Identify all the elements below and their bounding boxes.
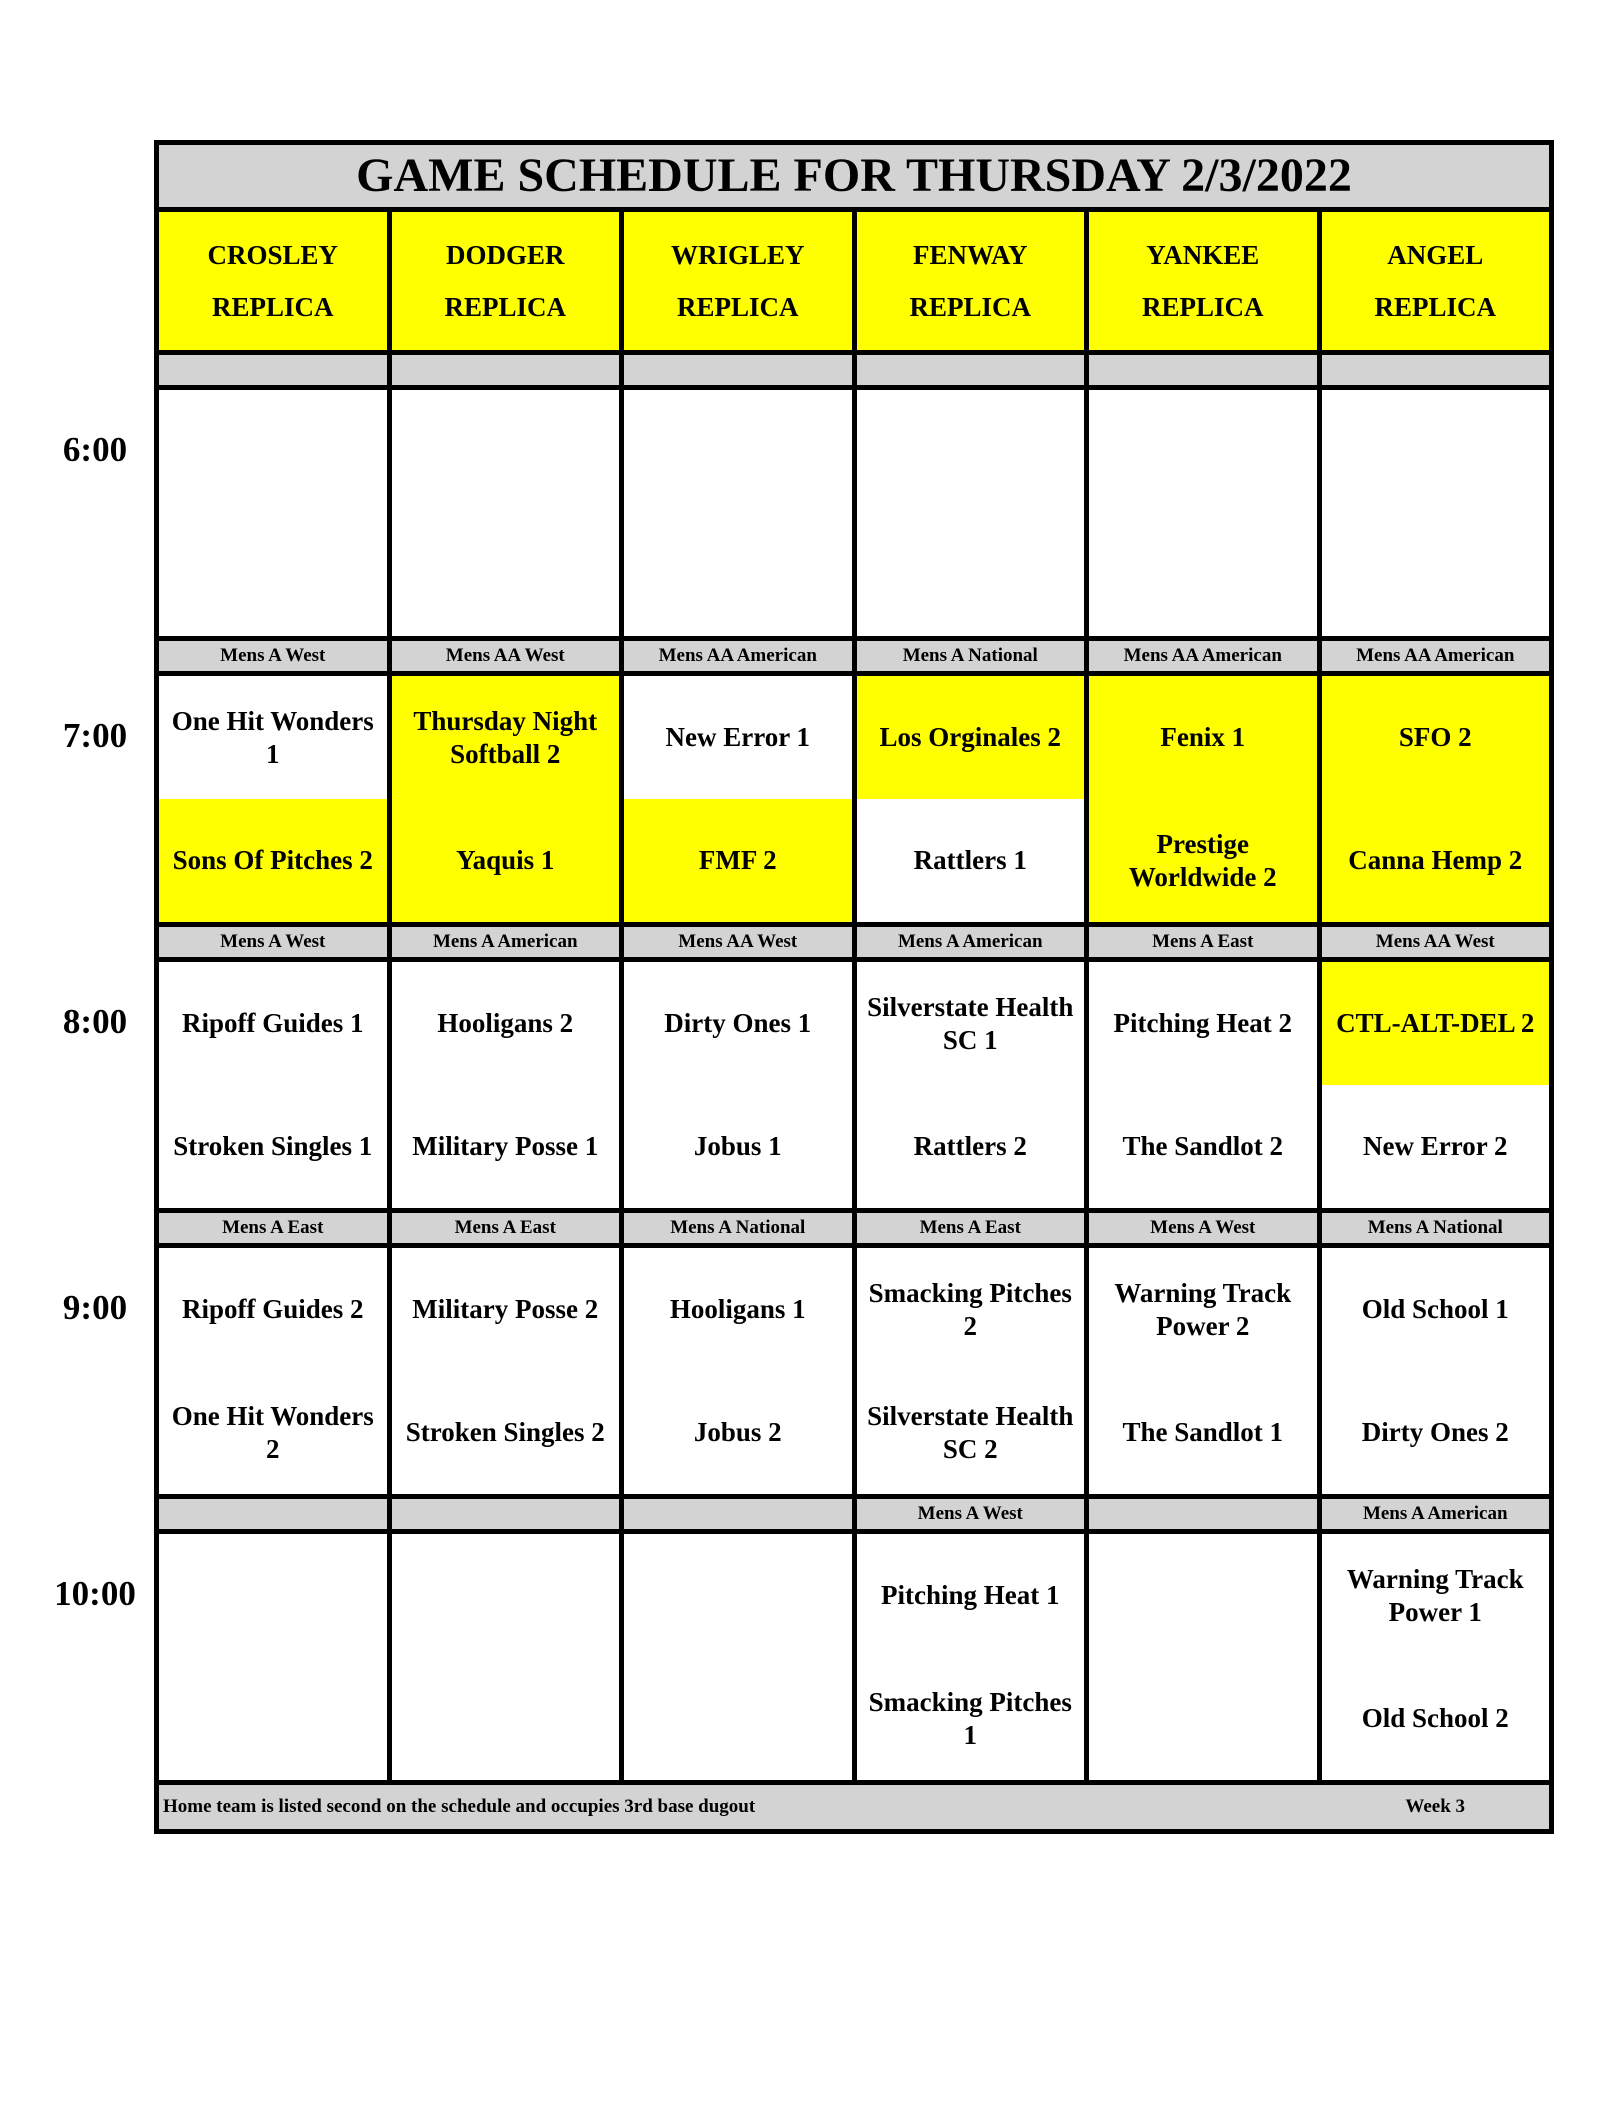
home-team: FMF 2 [624,799,852,922]
away-team: Los Orginales 2 [857,676,1085,799]
home-team: Old School 2 [1322,1657,1550,1780]
away-team: New Error 1 [624,676,852,799]
field-subtitle: REPLICA [211,292,334,322]
field-subtitle: REPLICA [444,292,566,322]
away-team: Pitching Heat 1 [857,1534,1085,1657]
home-team: Sons Of Pitches 2 [159,799,387,922]
division-label: Mens A National [624,1213,852,1243]
home-team: Stroken Singles 2 [392,1371,620,1494]
home-team [1089,1657,1317,1780]
away-team: Fenix 1 [1089,676,1317,799]
away-team [159,390,387,513]
home-team [857,513,1085,636]
schedule-table [154,140,1554,1834]
division-label: Mens A West [159,641,387,671]
away-team: Hooligans 2 [392,962,620,1085]
away-team [1089,1534,1317,1657]
field-name: WRIGLEY [670,239,805,270]
schedule-title: GAME SCHEDULE FOR THURSDAY 2/3/2022 [159,145,1549,207]
week-label: Week 3 [1405,1795,1466,1817]
home-team [624,1657,852,1780]
division-label: Mens AA West [624,927,852,957]
away-team: Pitching Heat 2 [1089,962,1317,1085]
field-name: CROSLEY [207,239,339,270]
away-team: Smacking Pitches 2 [857,1248,1085,1371]
away-team: One Hit Wonders 1 [159,676,387,799]
division-label: Mens AA West [1322,927,1550,957]
away-team [624,390,852,513]
away-team [1322,390,1550,513]
away-team: Old School 1 [1322,1248,1550,1371]
home-team: Canna Hemp 2 [1322,799,1550,922]
home-team: One Hit Wonders 2 [159,1371,387,1494]
home-team: Jobus 2 [624,1371,852,1494]
home-team: Yaquis 1 [392,799,620,922]
field-header [857,212,1085,350]
home-team [159,1657,387,1780]
field-subtitle: REPLICA [1374,292,1496,322]
division-label [392,355,620,385]
division-label: Mens A East [392,1213,620,1243]
home-team: Prestige Worldwide 2 [1089,799,1317,922]
away-team [392,390,620,513]
field-name: YANKEE [1146,239,1260,270]
away-team: Warning Track Power 1 [1322,1534,1550,1657]
division-label: Mens A West [1089,1213,1317,1243]
field-subtitle: REPLICA [909,292,1031,322]
away-team: Silverstate Health SC 1 [857,962,1085,1085]
away-team: Ripoff Guides 1 [159,962,387,1085]
home-team: Rattlers 1 [857,799,1085,922]
time-label: 7:00 [62,715,128,755]
division-label: Mens A West [857,1499,1085,1529]
time-label: 6:00 [62,429,128,469]
field-name: FENWAY [912,239,1028,270]
away-team: Warning Track Power 2 [1089,1248,1317,1371]
away-team: Thursday Night Softball 2 [392,676,620,799]
division-label: Mens A East [1089,927,1317,957]
field-name: ANGEL [1387,239,1484,270]
away-team: Hooligans 1 [624,1248,852,1371]
division-label [624,1499,852,1529]
field-header [1322,212,1550,350]
division-label [1322,355,1550,385]
field-subtitle: REPLICA [676,292,799,322]
division-label [1089,1499,1317,1529]
home-team: Dirty Ones 2 [1322,1371,1550,1494]
field-header [624,212,852,350]
division-label: Mens A East [857,1213,1085,1243]
home-team [392,513,620,636]
home-team: Silverstate Health SC 2 [857,1371,1085,1494]
division-label [857,355,1085,385]
away-team: Dirty Ones 1 [624,962,852,1085]
field-name: DODGER [445,239,565,270]
division-label: Mens AA American [1089,641,1317,671]
division-label: Mens AA West [392,641,620,671]
away-team: Military Posse 2 [392,1248,620,1371]
division-label [1089,355,1317,385]
away-team: CTL-ALT-DEL 2 [1322,962,1550,1085]
home-team [392,1657,620,1780]
footer-note: Home team is listed second on the schedule and occupies 3rd base dugout [159,1785,1549,1829]
home-team: Jobus 1 [624,1085,852,1208]
home-team: Rattlers 2 [857,1085,1085,1208]
home-team: Smacking Pitches 1 [857,1657,1085,1780]
division-label: Mens A East [159,1213,387,1243]
away-team [1089,390,1317,513]
home-team: Military Posse 1 [392,1085,620,1208]
division-label: Mens A American [1322,1499,1550,1529]
home-team [1322,513,1550,636]
away-team [857,390,1085,513]
division-label: Mens A National [1322,1213,1550,1243]
away-team: SFO 2 [1322,676,1550,799]
home-team: The Sandlot 2 [1089,1085,1317,1208]
field-subtitle: REPLICA [1141,292,1264,322]
division-label: Mens A West [159,927,387,957]
field-header [392,212,620,350]
division-label: Mens A National [857,641,1085,671]
division-label: Mens AA American [624,641,852,671]
division-label: Mens A American [392,927,620,957]
field-header [1089,212,1317,350]
division-label: Mens AA American [1322,641,1550,671]
away-team [392,1534,620,1657]
home-team: The Sandlot 1 [1089,1371,1317,1494]
division-label: Mens A American [857,927,1085,957]
time-label: 8:00 [62,1001,128,1041]
division-label [624,355,852,385]
division-label [159,1499,387,1529]
division-label [159,355,387,385]
away-team [159,1534,387,1657]
field-header [159,212,387,350]
away-team: Ripoff Guides 2 [159,1248,387,1371]
home-team [624,513,852,636]
away-team [624,1534,852,1657]
home-team: New Error 2 [1322,1085,1550,1208]
home-team [159,513,387,636]
division-label [392,1499,620,1529]
time-label: 10:00 [54,1573,136,1613]
home-team [1089,513,1317,636]
home-team: Stroken Singles 1 [159,1085,387,1208]
time-label: 9:00 [62,1287,128,1327]
